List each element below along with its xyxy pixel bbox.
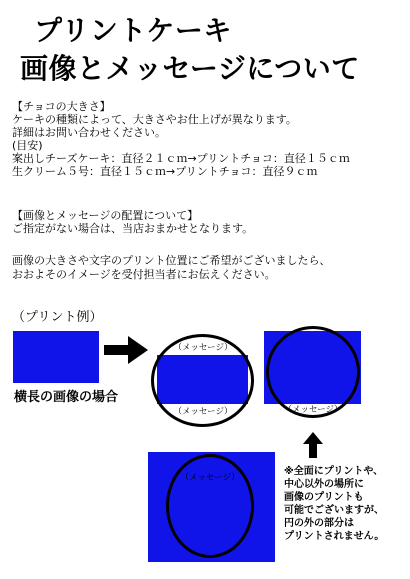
- message-label-below: （メッセージ）: [283, 405, 343, 415]
- placement-heading: 【画像とメッセージの配置について】: [12, 209, 199, 222]
- cake-circle-outline: [166, 454, 254, 558]
- chocolate-size-line: ケーキの種類によって、大きさやお仕上げが異なります。: [12, 113, 297, 126]
- note-line: 画像のプリントも: [284, 492, 364, 503]
- message-label-top: （メッセージ）: [173, 343, 233, 353]
- example-heading: （プリント例）: [12, 310, 103, 325]
- page-title-line-2: 画像とメッセージについて: [20, 52, 360, 85]
- chocolate-size-line: 詳細はお問い合わせください。: [12, 126, 166, 139]
- note-line: 中心以外の場所に: [284, 479, 364, 490]
- placement-line-2: 画像の大きさや文字のプリント位置にご希望がございましたら、: [12, 254, 331, 267]
- chocolate-size-line: 生クリーム５号：直径１５ｃｍ→プリントチョコ：直径９ｃｍ: [12, 165, 318, 178]
- chocolate-size-line: (目安): [12, 139, 43, 152]
- landscape-image-sample: [13, 331, 99, 383]
- chocolate-size-heading: 【チョコの大きさ】: [12, 100, 111, 113]
- placement-line-3: おおよそのイメージを受付担当者にお伝えください。: [12, 268, 276, 281]
- message-label-inside: （メッセージ）: [180, 473, 240, 483]
- landscape-caption: 横長の画像の場合: [14, 390, 119, 405]
- note-line: 円の外の部分は: [284, 518, 354, 529]
- print-area-note: [284, 465, 384, 543]
- message-label-bottom: （メッセージ）: [173, 407, 233, 417]
- page-title-line-1: プリントケーキ: [34, 14, 232, 47]
- chocolate-size-section: [12, 100, 350, 178]
- up-arrow-icon: [303, 432, 323, 458]
- note-line: プリントされません。: [284, 531, 385, 542]
- note-line: ※全面にプリントや、: [284, 466, 384, 477]
- placement-line-1: ご指定がない場合は、当店おまかせとなります。: [12, 222, 254, 235]
- right-arrow-icon: [104, 336, 148, 364]
- chocolate-size-line: 案出しチーズケーキ：直径２１ｃｍ→プリントチョコ：直径１５ｃｍ: [12, 152, 350, 165]
- note-line: 可能でございますが、: [284, 505, 384, 516]
